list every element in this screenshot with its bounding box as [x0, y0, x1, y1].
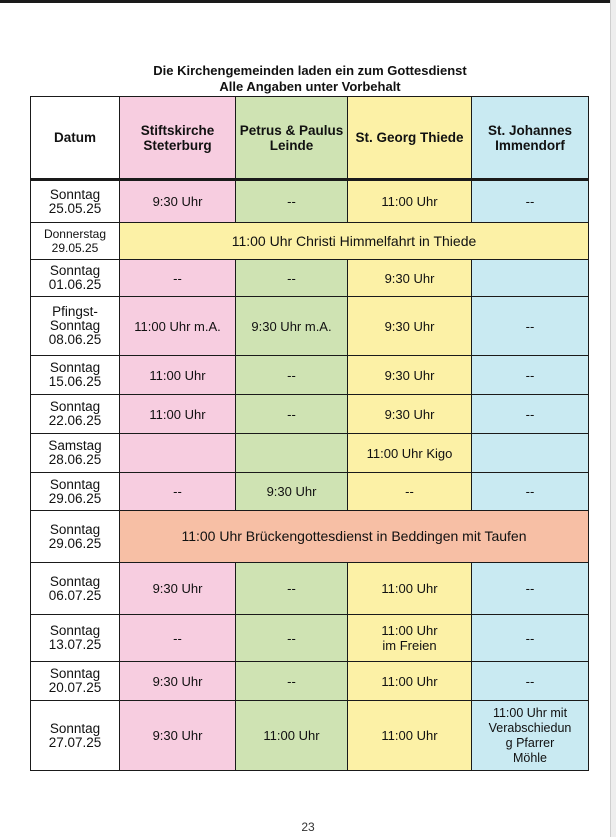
day-label: Sonntag	[49, 399, 101, 414]
date-cell	[31, 356, 120, 395]
cell-st-georg: 9:30 Uhr	[348, 395, 472, 434]
cell-petrus-paulus: --	[236, 395, 348, 434]
cell-st-georg: 9:30 Uhr	[348, 260, 472, 297]
table-row	[31, 260, 589, 297]
table-row	[31, 395, 589, 434]
cell-st-johannes: --	[472, 662, 589, 701]
cell-st-georg: 11:00 Uhr	[348, 701, 472, 771]
header-stiftskirche	[120, 97, 236, 180]
date-cell	[31, 563, 120, 615]
schedule-table	[30, 96, 589, 771]
cell-st-johannes: --	[472, 297, 589, 356]
table-row	[31, 615, 589, 662]
cell-st-georg: --	[348, 473, 472, 511]
day-label: Sonntag	[49, 360, 101, 375]
cell-stiftskirche: 9:30 Uhr	[120, 701, 236, 771]
date-label: 29.05.25	[51, 241, 99, 255]
cell-st-johannes: --	[472, 473, 589, 511]
cell-st-georg: 11:00 Uhr	[348, 563, 472, 615]
cell-st-georg	[348, 615, 472, 662]
johannes-line-4: Möhle	[512, 750, 548, 765]
table-row	[31, 223, 589, 260]
cell-petrus-paulus: --	[236, 180, 348, 223]
header-st-johannes-label: St. Johannes Immendorf	[487, 122, 573, 153]
day-label: Sonntag	[49, 720, 101, 736]
cell-petrus-paulus	[236, 434, 348, 473]
cell-stiftskirche: 9:30 Uhr	[120, 180, 236, 223]
cell-st-georg: 11:00 Uhr Kigo	[348, 434, 472, 473]
day-label: Sonntag	[49, 263, 101, 278]
day-label: Sonntag	[49, 521, 101, 537]
cell-stiftskirche: 11:00 Uhr	[120, 356, 236, 395]
page-title: Die Kirchengemeinden laden ein zum Gottesdienst	[153, 63, 467, 78]
date-cell	[31, 701, 120, 771]
table-row	[31, 297, 589, 356]
table-row	[31, 356, 589, 395]
cell-petrus-paulus: --	[236, 662, 348, 701]
georg-line-1: 11:00 Uhr	[381, 623, 438, 638]
cell-st-georg: 11:00 Uhr	[348, 180, 472, 223]
date-cell	[31, 434, 120, 473]
table-row	[31, 662, 589, 701]
day-label: Sonntag	[49, 186, 101, 202]
cell-st-johannes	[472, 434, 589, 473]
date-label: 20.07.25	[48, 680, 102, 695]
header-date: Datum	[31, 97, 120, 180]
header-st-georg-label: St. Georg Thiede	[355, 130, 464, 145]
date-label: 27.07.25	[48, 734, 102, 750]
page-edge	[610, 0, 616, 837]
table-row	[31, 473, 589, 511]
cell-st-johannes: --	[472, 563, 589, 615]
table-header-row	[31, 97, 589, 180]
page-subtitle: Alle Angaben unter Vorbehalt	[219, 79, 401, 94]
day-label: Sonntag	[49, 573, 101, 589]
table-row	[31, 563, 589, 615]
header-petrus-paulus-label: Petrus & Paulus Leinde	[239, 122, 344, 153]
cell-petrus-paulus: 11:00 Uhr	[236, 701, 348, 771]
header-petrus-paulus	[236, 97, 348, 180]
cell-stiftskirche: --	[120, 615, 236, 662]
header-st-johannes	[472, 97, 589, 180]
table-row	[31, 180, 589, 223]
date-cell	[31, 615, 120, 662]
cell-petrus-paulus: --	[236, 356, 348, 395]
date-label: 08.06.25	[48, 332, 102, 347]
cell-st-johannes: --	[472, 615, 589, 662]
date-label: 25.05.25	[48, 200, 102, 216]
day-label: Sonntag	[49, 623, 101, 638]
header-st-georg	[348, 97, 472, 180]
top-border	[0, 0, 616, 3]
day-label: Donnerstag	[43, 227, 107, 241]
date-label: 29.06.25	[48, 490, 102, 506]
table-row	[31, 701, 589, 771]
cell-stiftskirche: 9:30 Uhr	[120, 662, 236, 701]
day-label: Samstag	[48, 438, 102, 453]
date-cell	[31, 297, 120, 356]
cell-petrus-paulus: --	[236, 615, 348, 662]
cell-petrus-paulus: 9:30 Uhr m.A.	[236, 297, 348, 356]
cell-stiftskirche: --	[120, 260, 236, 297]
cell-st-johannes: --	[472, 395, 589, 434]
date-cell	[31, 223, 120, 260]
cell-st-johannes: --	[472, 356, 589, 395]
johannes-line-3: g Pfarrer	[505, 735, 555, 750]
date-cell	[31, 395, 120, 434]
date-label: 13.07.25	[48, 637, 102, 652]
date-label: 22.06.25	[48, 413, 102, 428]
cell-st-georg: 9:30 Uhr	[348, 356, 472, 395]
georg-line-2: im Freien	[382, 638, 437, 653]
page-number: 23	[301, 820, 315, 834]
date-cell	[31, 511, 120, 563]
header-stiftskirche-label: Stiftskirche Steterburg	[140, 122, 215, 153]
cell-stiftskirche: --	[120, 473, 236, 511]
day-label: Pfingst-	[52, 304, 98, 319]
cell-petrus-paulus: --	[236, 260, 348, 297]
day-label: Sonntag	[49, 666, 101, 681]
table-row	[31, 434, 589, 473]
date-cell	[31, 180, 120, 223]
date-label: 01.06.25	[48, 277, 102, 292]
cell-st-johannes: --	[472, 180, 589, 223]
day-label-2: Sonntag	[49, 318, 101, 333]
cell-stiftskirche: 11:00 Uhr	[120, 395, 236, 434]
cell-st-johannes	[472, 701, 589, 771]
cell-stiftskirche: 11:00 Uhr m.A.	[120, 297, 236, 356]
special-event-cell: 11:00 Uhr Christi Himmelfahrt in Thiede	[120, 223, 589, 260]
table-row	[31, 511, 589, 563]
special-event-cell: 11:00 Uhr Brückengottesdienst in Beddingen mit Taufen	[120, 511, 589, 563]
date-label: 29.06.25	[48, 535, 102, 551]
cell-petrus-paulus: --	[236, 563, 348, 615]
date-label: 28.06.25	[48, 452, 102, 467]
date-cell	[31, 260, 120, 297]
cell-stiftskirche: 9:30 Uhr	[120, 563, 236, 615]
day-label: Sonntag	[49, 476, 101, 492]
cell-petrus-paulus: 9:30 Uhr	[236, 473, 348, 511]
date-label: 06.07.25	[48, 587, 102, 603]
cell-st-johannes	[472, 260, 589, 297]
johannes-line-1: 11:00 Uhr mit	[492, 705, 568, 720]
cell-stiftskirche	[120, 434, 236, 473]
date-cell	[31, 473, 120, 511]
cell-st-georg: 9:30 Uhr	[348, 297, 472, 356]
date-cell	[31, 662, 120, 701]
date-label: 15.06.25	[48, 374, 102, 389]
johannes-line-2: Verabschiedun	[488, 720, 572, 735]
cell-st-georg: 11:00 Uhr	[348, 662, 472, 701]
